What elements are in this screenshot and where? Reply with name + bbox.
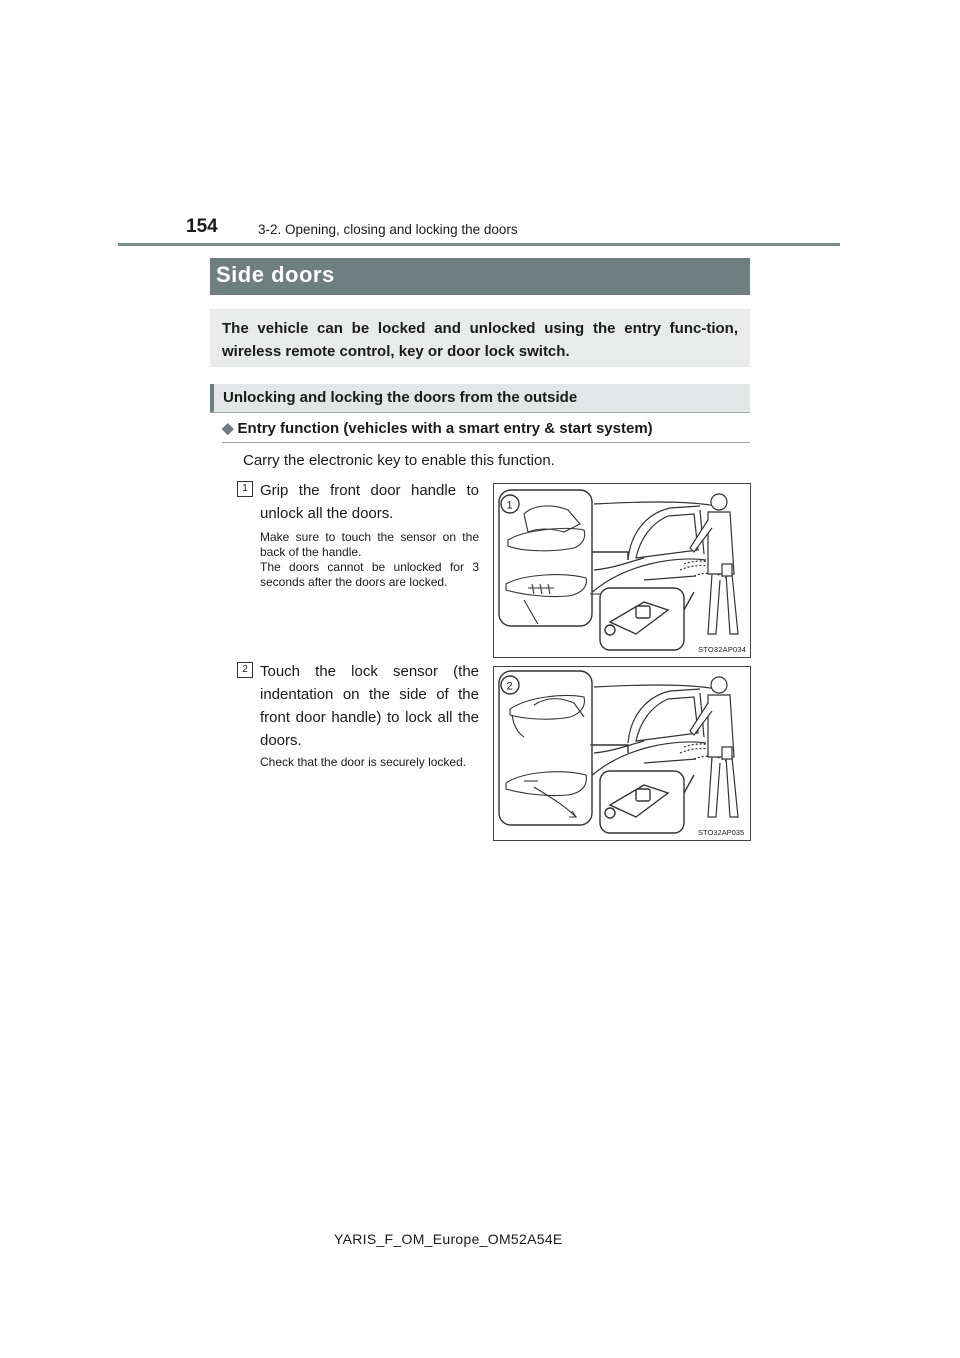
unlock-illustration-icon: [494, 484, 750, 657]
subsection-accent: [210, 384, 214, 412]
carry-text: Carry the electronic key to enable this function.: [243, 452, 555, 469]
step-2-text: Touch the lock sensor (the indentation on the side of the front door handle) to lock all the doors.: [260, 663, 479, 749]
illustration-unlock: [493, 483, 751, 658]
subsection-title: Unlocking and locking the doors from the outside: [223, 389, 578, 406]
title-bar: [210, 258, 750, 295]
section-reference: 3-2. Opening, closing and locking the doors: [258, 222, 518, 237]
page-title: Side doors: [216, 262, 335, 287]
subsection-bar: [210, 384, 750, 413]
illustration-1-code: STO32AP034: [698, 645, 747, 654]
step-number-1: 1: [237, 481, 253, 497]
intro-text: The vehicle can be locked and unlocked using the entry func-tion, wireless remote control, key or door lock switch.: [222, 320, 738, 360]
step-number-2: 2: [237, 662, 253, 678]
entry-heading: [222, 419, 653, 437]
step-1-notes: [260, 530, 479, 590]
page-number: 154: [186, 216, 218, 237]
illustration-lock: [493, 666, 751, 841]
step-1-note-2: The doors cannot be unlocked for 3 seconds after the doors are locked.: [260, 560, 479, 589]
entry-heading-rule: [222, 442, 750, 443]
entry-heading-text: Entry function (vehicles with a smart entry & start system): [237, 420, 653, 437]
footer-document-code: YARIS_F_OM_Europe_OM52A54E: [334, 1231, 563, 1247]
illustration-2-label: 2: [506, 680, 513, 693]
step-2-note: Check that the door is securely locked.: [260, 755, 467, 769]
step-1-text: Grip the front door handle to unlock all the doors.: [260, 482, 479, 522]
step-1-note-1: Make sure to touch the sensor on the back of the handle.: [260, 530, 479, 559]
illustration-2-code: STO32AP035: [698, 828, 745, 837]
header-divider: [118, 243, 840, 246]
intro-box: [210, 309, 750, 367]
lock-illustration-icon: [494, 667, 750, 840]
illustration-1-label: 1: [506, 499, 513, 512]
diamond-bullet-icon: ◆: [222, 420, 234, 437]
